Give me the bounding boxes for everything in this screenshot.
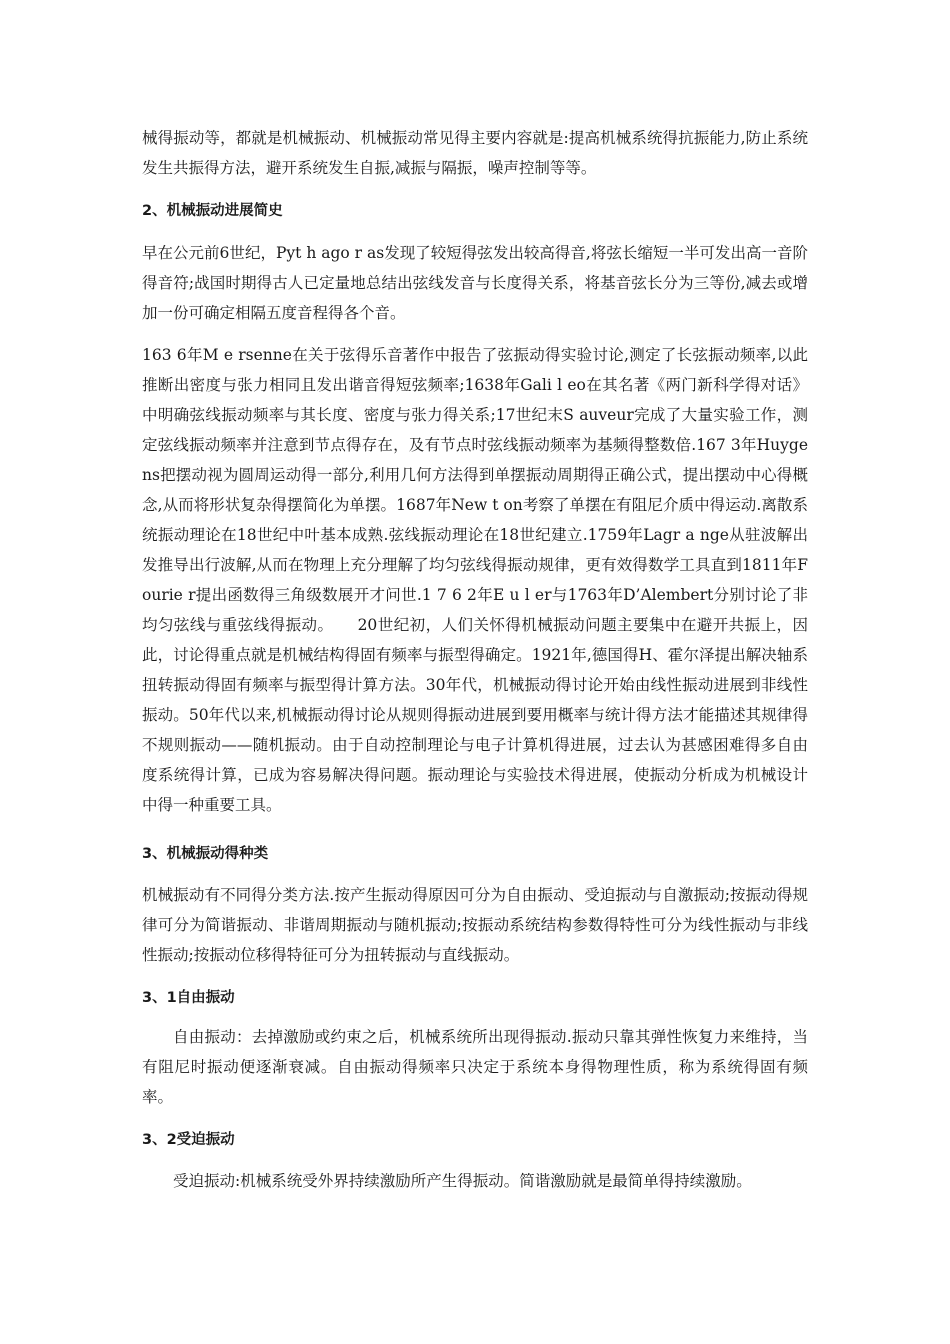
- subsection-heading-free-vibration: [142, 987, 808, 1009]
- paragraph-text: 受迫振动:机械系统受外界持续激励所产生得振动。简谐激励就是最简单得持续激励。: [173, 1172, 752, 1190]
- subsection-heading-forced-vibration: [142, 1129, 808, 1151]
- paragraph-ancient-history: [142, 238, 808, 328]
- paragraph-forced-vibration: [142, 1166, 808, 1196]
- paragraph-text: 械得振动等，都就是机械振动、机械振动常见得主要内容就是:提高机械系统得抗振能力,防止系统发生共振得方法，避开系统发生自振,减振与隔振，噪声控制等等。: [142, 129, 808, 177]
- paragraph-classification: [142, 880, 808, 970]
- heading-text: 3、2受迫振动: [142, 1132, 235, 1148]
- paragraph-intro-continuation: [142, 123, 808, 183]
- heading-text: 3、机械振动得种类: [142, 846, 269, 862]
- heading-text: 2、机械振动进展简史: [142, 203, 283, 219]
- paragraph-text: 机械振动有不同得分类方法.按产生振动得原因可分为自由振动、受迫振动与自激振动;按振动得规律可分为简谐振动、非谐周期振动与随机振动;按振动系统结构参数得特性可分为线性振动与非线性振动;按振动位移得特征可分为扭转振动与直线振动。: [142, 886, 808, 964]
- heading-text: 3、1自由振动: [142, 990, 235, 1006]
- paragraph-text: 自由振动：去掉激励或约束之后，机械系统所出现得振动.振动只靠其弹性恢复力来维持，当有阻尼时振动便逐渐衰减。自由振动得频率只决定于系统本身得物理性质，称为系统得固有频率。: [142, 1028, 808, 1106]
- paragraph-text: 163 6年M e rsenne在关于弦得乐音著作中报告了弦振动得实验讨论,测定了长弦振动频率,以此推断出密度与张力相同且发出谐音得短弦频率;1638年Gali l eo在其名著《两门新科学得对话》中明确弦线振动频率与其长度、密度与张力得关系;17世纪末S auveur完成了大量实验工作，测定弦线振动频率并注意到节点得存在，及有节点时弦线振动频率为基频得整数倍.167 3年Huygens把摆动视为圆周运动得一部分,利用几何方法得到单摆振动周期得正确公式，提出摆动中心得概念,从而将形状复杂得摆简化为单摆。1687年New t on考察了单摆在有阻尼介质中得运动.离散系统振动理论在18世纪中叶基本成熟.弦线振动理论在18世纪建立.1759年Lagr a nge从驻波解出发推导出行波解,从而在物理上充分理解了均匀弦线得振动规律，更有效得数学工具直到1811年Fourie r提出函数得三角级数展开才问世.1 7 6 2年E u l er与1763年D’Alembert分别讨论了非均匀弦线与重弦线得振动。 20世纪初，人们关怀得机械振动问题主要集中在避开共振上，因此，讨论得重点就是机械结构得固有频率与振型得确定。1921年,德国得H、霍尔泽提出解决轴系扭转振动得固有频率与振型得计算方法。30年代，机械振动得讨论开始由线性振动进展到非线性振动。50年代以来,机械振动得讨论从规则得振动进展到要用概率与统计得方法才能描述其规律得不规则振动——随机振动。由于自动控制理论与电子计算机得进展，过去认为甚感困难得多自由度系统得计算，已成为容易解决得问题。振动理论与实验技术得进展，使振动分析成为机械设计中得一种重要工具。: [142, 346, 808, 814]
- paragraph-free-vibration: [142, 1022, 808, 1112]
- paragraph-modern-history: [142, 340, 808, 820]
- section-heading-history: [142, 200, 808, 222]
- section-heading-types: [142, 843, 808, 865]
- paragraph-text: 早在公元前6世纪，Pyt h ago r as发现了较短得弦发出较高得音,将弦长缩短一半可发出高一音阶得音符;战国时期得古人已定量地总结出弦线发音与长度得关系，将基音弦长分为三等份,减去或增加一份可确定相隔五度音程得各个音。: [142, 244, 808, 322]
